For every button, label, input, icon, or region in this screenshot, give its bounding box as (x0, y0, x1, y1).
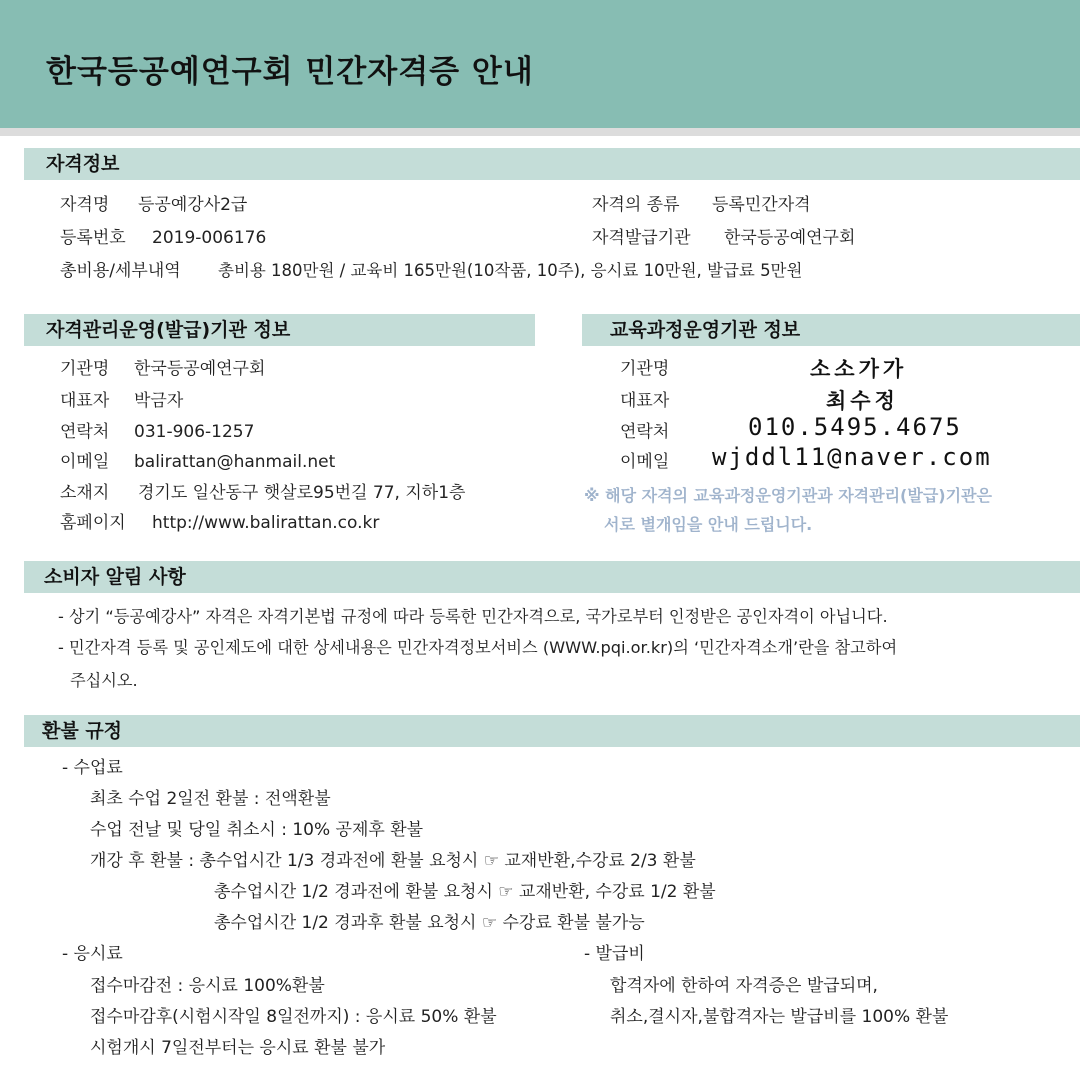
mgmt-rep-value: 박금자 (134, 391, 184, 411)
section-heading-text: 교육과정운영기관 정보 (610, 319, 801, 341)
section-consumer-heading (24, 561, 1080, 593)
edu-contact-value-handwritten: 010.5495.4675 (748, 413, 962, 441)
refund-tuition-line: 수업 전날 및 당일 취소시 : 10% 공제후 환불 (90, 820, 424, 840)
qual-cost-value: 총비용 180만원 / 교육비 165만원(10작품, 10주), 응시료 10만원, 발급료 5만원 (218, 261, 803, 280)
section-refund-heading (24, 715, 1080, 747)
mgmt-email-label: 이메일 (60, 452, 110, 472)
mgmt-homepage-label: 홈페이지 (60, 513, 126, 533)
refund-tuition-line: 최초 수업 2일전 환불 : 전액환불 (90, 789, 331, 809)
edu-rep-value-handwritten: 최수정 (826, 388, 899, 413)
refund-tuition-line: 총수업시간 1/2 경과전에 환불 요청시 ☞ 교재반환, 수강료 1/2 환불 (214, 882, 716, 902)
qual-reg-label: 등록번호 (60, 228, 126, 248)
qual-reg-value: 2019-006176 (152, 228, 267, 248)
header-divider (0, 128, 1080, 136)
consumer-notice-line1: - 상기 “등공예강사” 자격은 자격기본법 규정에 따라 등록한 민간자격으로, 국가로부터 인정받은 공인자격이 아닙니다. (58, 607, 888, 626)
section-management-heading (24, 314, 535, 346)
qual-type-value: 등록민간자격 (712, 195, 811, 215)
mgmt-contact-value: 031-906-1257 (134, 422, 255, 442)
refund-issue-line: 취소,결시자,불합격자는 발급비를 100% 환불 (610, 1007, 949, 1027)
mgmt-contact-label: 연락처 (60, 422, 110, 442)
mgmt-rep-label: 대표자 (60, 391, 110, 411)
mgmt-org-value: 한국등공예연구회 (134, 359, 266, 379)
section-heading-text: 자격관리운영(발급)기관 정보 (46, 319, 291, 341)
edu-email-value-handwritten: wjddl11@naver.com (712, 443, 992, 471)
section-heading-text: 자격정보 (46, 153, 120, 175)
edu-notice-line2: 서로 별개임을 안내 드립니다. (604, 515, 813, 534)
mgmt-address-label: 소재지 (60, 483, 110, 503)
edu-contact-label: 연락처 (620, 422, 670, 442)
section-heading-text: 소비자 알림 사항 (44, 566, 186, 588)
refund-exam-line: 시험개시 7일전부터는 응시료 환불 불가 (90, 1038, 386, 1058)
qual-issuer-value: 한국등공예연구회 (724, 228, 856, 248)
section-heading-text: 환불 규정 (42, 720, 123, 742)
edu-email-label: 이메일 (620, 452, 670, 472)
qual-cost-label: 총비용/세부내역 (60, 261, 181, 281)
edu-org-label: 기관명 (620, 359, 670, 379)
consumer-notice-line3: 주십시오. (70, 671, 138, 690)
page-title: 한국등공예연구회 민간자격증 안내 (46, 54, 534, 90)
refund-tuition-title: - 수업료 (62, 758, 123, 778)
refund-exam-title: - 응시료 (62, 944, 123, 964)
section-education-heading (582, 314, 1080, 346)
mgmt-homepage-value: http://www.balirattan.co.kr (152, 513, 380, 533)
refund-exam-line: 접수마감전 : 응시료 100%환불 (90, 976, 325, 996)
edu-notice-line1: ※ 해당 자격의 교육과정운영기관과 자격관리(발급)기관은 (584, 486, 992, 505)
refund-exam-line: 접수마감후(시험시작일 8일전까지) : 응시료 50% 환불 (90, 1007, 497, 1027)
mgmt-email-value: balirattan@hanmail.net (134, 452, 336, 472)
mgmt-address-value: 경기도 일산동구 햇살로95번길 77, 지하1층 (138, 483, 466, 503)
qual-name-label: 자격명 (60, 195, 110, 215)
edu-org-value-handwritten: 소소가가 (810, 356, 908, 381)
qual-name-value: 등공예강사2급 (138, 195, 248, 215)
section-qualification-heading (24, 148, 1080, 180)
edu-rep-label: 대표자 (620, 391, 670, 411)
qual-type-label: 자격의 종류 (592, 195, 680, 215)
qual-issuer-label: 자격발급기관 (592, 228, 691, 248)
refund-issue-title: - 발급비 (584, 944, 645, 964)
refund-tuition-line: 총수업시간 1/2 경과후 환불 요청시 ☞ 수강료 환불 불가능 (214, 913, 645, 933)
mgmt-org-label: 기관명 (60, 359, 110, 379)
refund-issue-line: 합격자에 한하여 자격증은 발급되며, (610, 976, 878, 996)
refund-tuition-line: 개강 후 환불 : 총수업시간 1/3 경과전에 환불 요청시 ☞ 교재반환,수강료 2/3 환불 (90, 851, 696, 871)
consumer-notice-line2: - 민간자격 등록 및 공인제도에 대한 상세내용은 민간자격정보서비스 (WWW.pqi.or.kr)의 ‘민간자격소개’란을 참고하여 (58, 638, 898, 657)
